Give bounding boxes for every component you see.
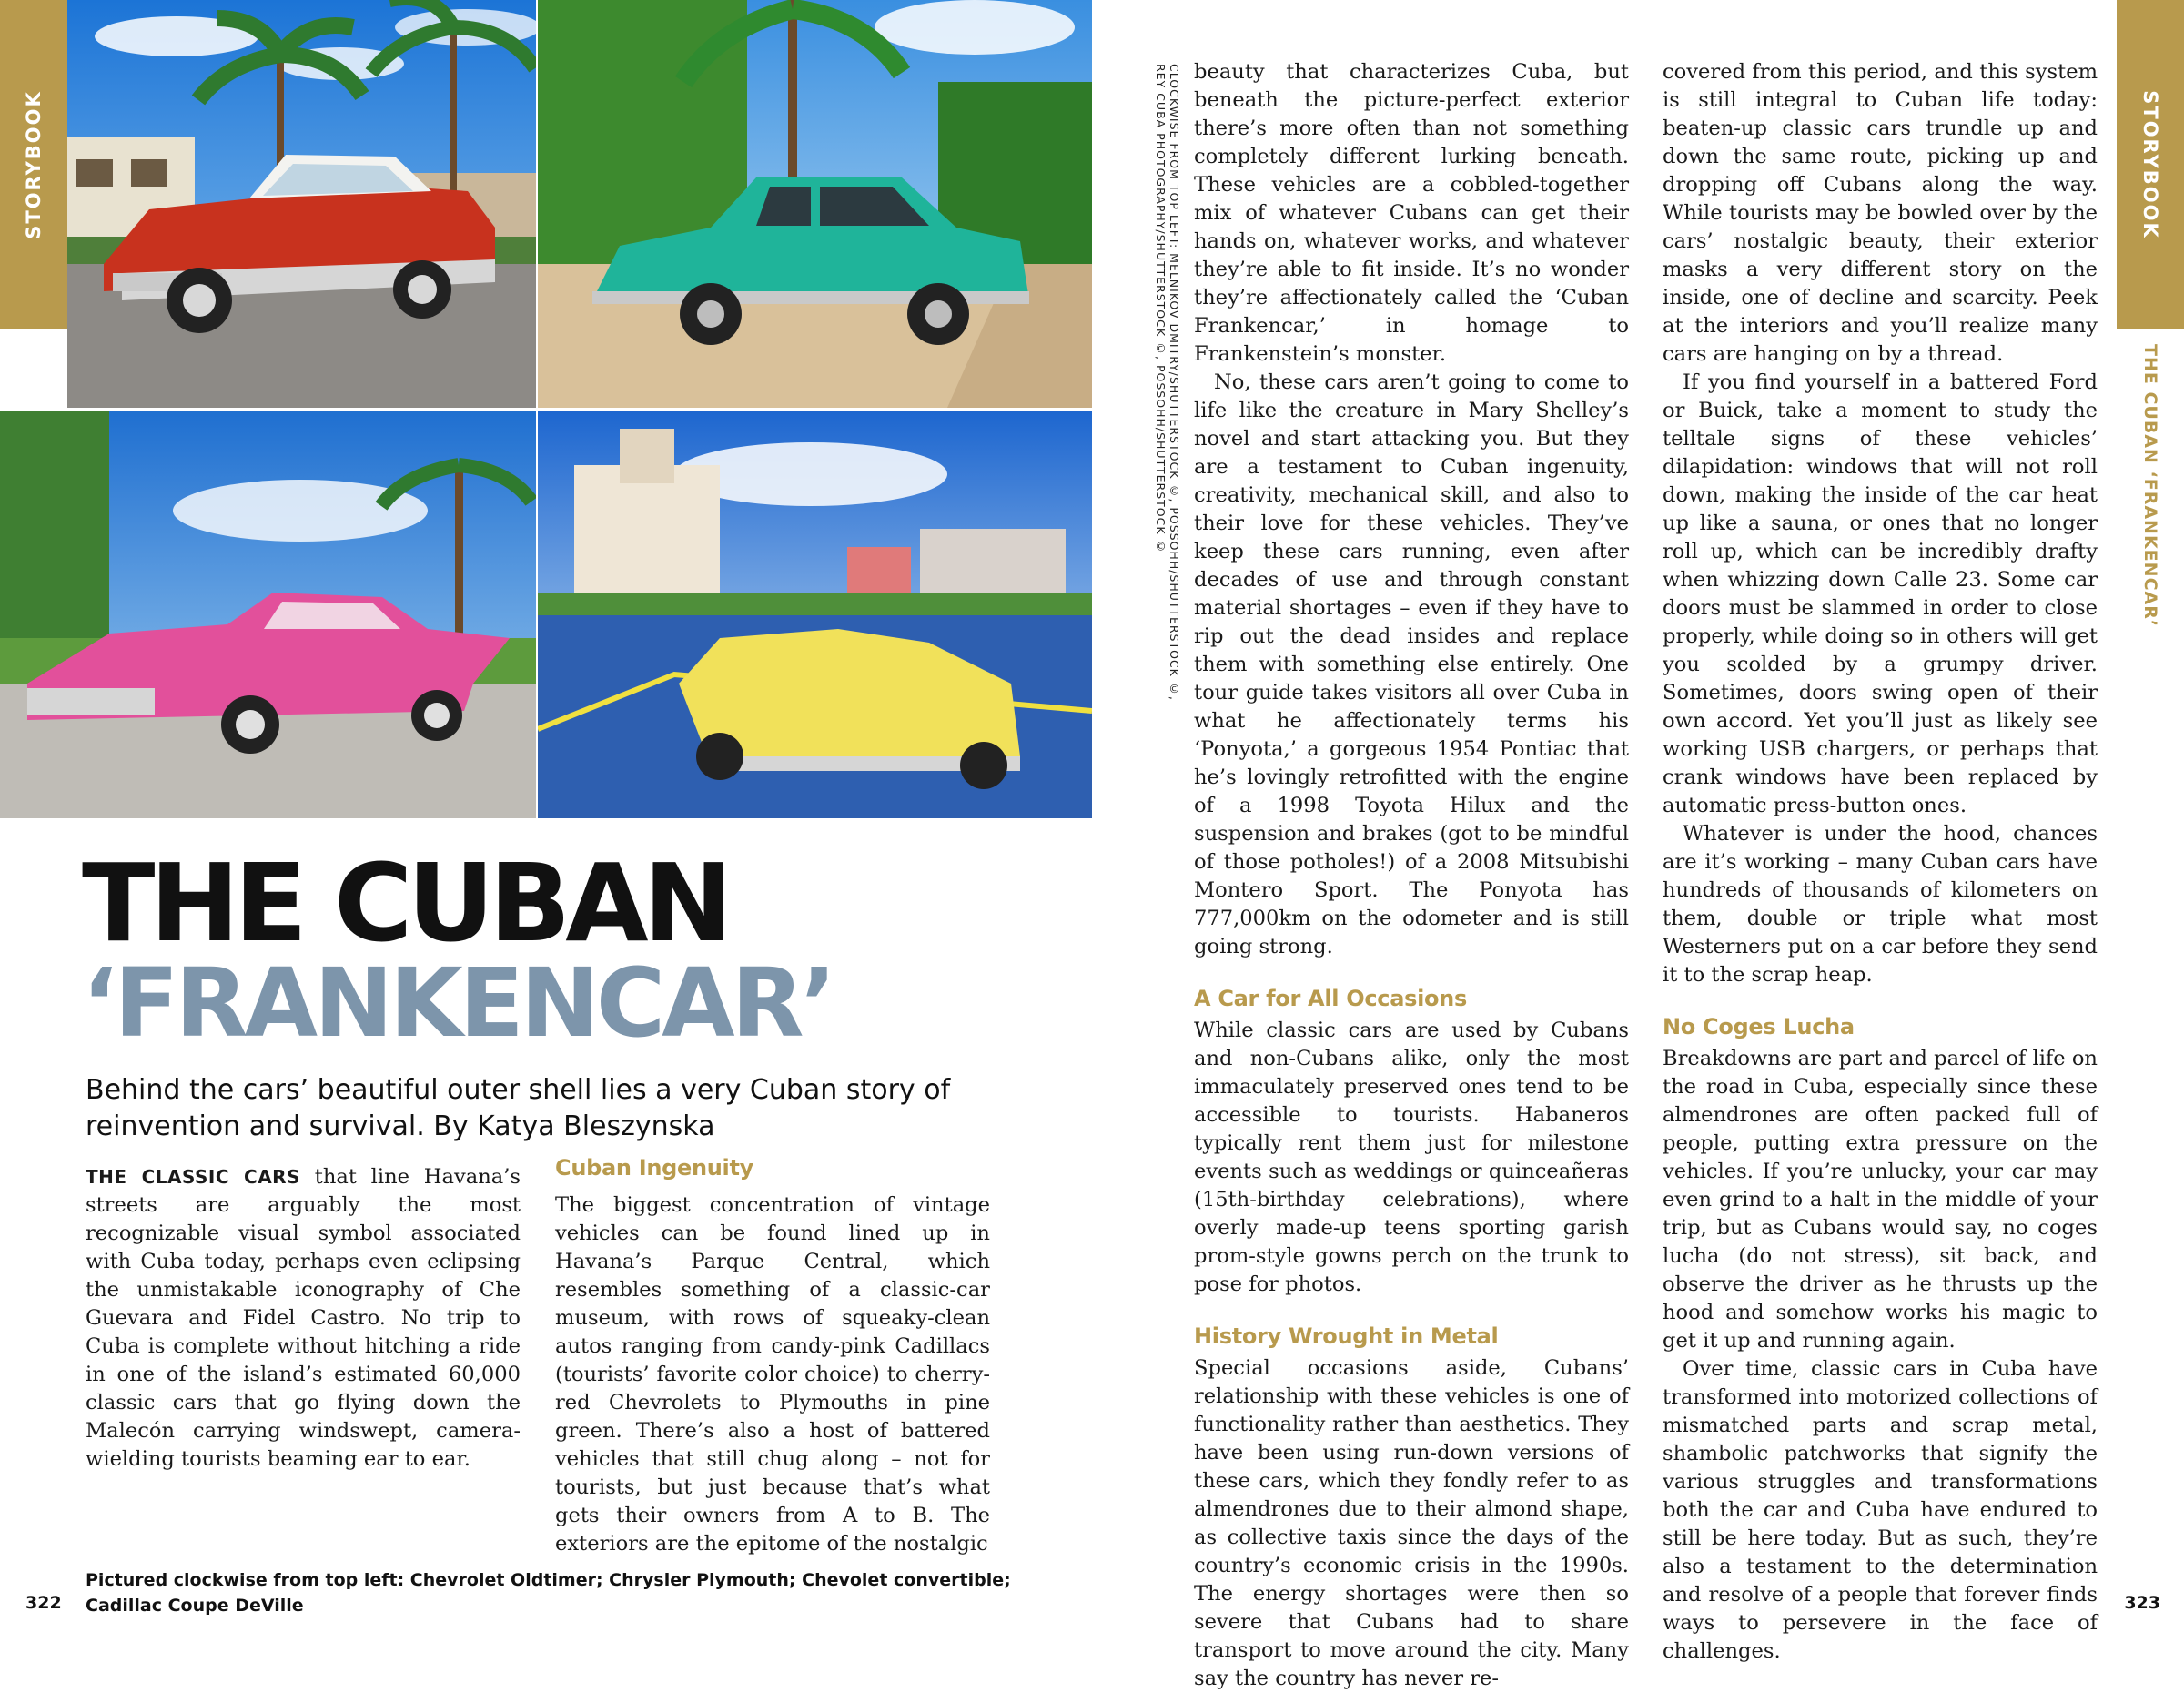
section-tab-right: [2117, 0, 2184, 329]
paragraph: No, these cars aren’t going to come to life like the creature in Mary Shelley’s novel and start attacking you. But they are a testament to Cuban ingenuity, creativity, mechanical skill, and also to their love for these vehicles. They’ve keep these cars running, even after decades of use and through constant material shortages – even if they have to rip out the dead insides and replace them with something else entirely. One tour guide takes visitors all over Cuba in what he affectionately terms his ‘Ponyota,’ a gorgeous 1954 Pontiac that he’s lovingly retrofitted with the engine of a 1998 Toyota Hilux and the suspension and brakes (got to be mindful of those potholes!) of a 2008 Mitsubishi Montero Sport. The Ponyota has 777,000km on the odometer and is still going strong.: [1194, 370, 1629, 958]
body-column-1: [86, 1163, 521, 1474]
subhead-car-for-all-occasions: A Car for All Occasions: [1194, 986, 1467, 1011]
paragraph: If you find yourself in a battered Ford or Buick, take a moment to study the telltale signs of these vehicles’ dilapidation: windows that will not roll down, making the inside of the car heat up like a sauna, or ones that no longer roll up, which can be incredibly drafty when whizzing down Calle 23. Some car doors must be slammed in order to close properly, while doing so in others will get you scolded by a grumpy driver. Sometimes, doors swing open of their own accord. Yet you’ll just as likely see working USB chargers, or perhaps that crank windows have been replaced by automatic press-button ones.: [1663, 370, 2098, 817]
photo-chevolet-convertible: [538, 411, 1092, 818]
photo-credit-text: CLOCKWISE FROM TOP LEFT: MELNIKOV DMITRY/SHUTTERSTOCK ©, POSSOHH/SHUTTERSTOCK ©, REY CUBA PHOTOGRAPHY/SHUTTERSTOCK ©, POSSOHH/SHUTTERSTOCK ©: [1154, 64, 1181, 701]
page-number-right: 323: [2124, 1593, 2160, 1613]
running-title-text: THE CUBAN ‘FRANKENCAR’: [2140, 344, 2160, 628]
paragraph: beauty that characterizes Cuba, but beneath the picture-perfect exterior there’s more often than not something completely different lurking beneath. These vehicles are a cobbled-together mix of whatever Cubans can get their hands on, whatever works, and whatever they’re able to fit inside. It’s no wonder they’re affectionately called the ‘Cuban Frankencar,’ in homage to Frankenstein’s monster.: [1194, 60, 1629, 366]
photo-cadillac-coupe-deville: [0, 411, 536, 818]
body-column-2: [555, 1154, 990, 1558]
page-number-left: 322: [25, 1593, 62, 1613]
paragraph-text: that line Havana’s streets are arguably the most recognizable visual symbol associated with Cuba today, perhaps even eclipsing the unmistakable iconography of Che Guevara and Fidel Castro. No trip to Cuba is complete without hitching a ride in one of the island’s estimated 60,000 classic cars that go flying down the Malecón carrying windswept, camera-wielding tourists beaming ear to ear.: [86, 1165, 521, 1471]
photo-chrysler-plymouth: [538, 0, 1092, 408]
section-tab-left: [0, 0, 67, 329]
photo-chevrolet-oldtimer: [67, 0, 536, 408]
subhead-history-wrought-in-metal: History Wrought in Metal: [1194, 1323, 1499, 1349]
headline-line-1: THE CUBAN: [82, 840, 728, 966]
standfirst: Behind the cars’ beautiful outer shell lies a very Cuban story of reinvention and survival. By Katya Bleszynska: [86, 1074, 951, 1142]
paragraph: Over time, classic cars in Cuba have transformed into motorized collections of mismatched parts and scrap metal, shambolic patchworks that signify the various struggles and transformations both the car and Cuba have endured to still be here today. But as such, they’re also a testament to the determination and resolve of a people that forever finds ways to persevere in the face of challenges.: [1663, 1357, 2098, 1663]
paragraph: covered from this period, and this system is still integral to Cuban life today: beaten-up classic cars trundle up and down the same route, picking up and dropping off Cubans along the way. While tourists may be bowled over by the cars’ nostalgic beauty, their exterior masks a very different story on the inside, one of decline and scarcity. Peek at the interiors and you’ll realize many cars are hanging on by a thread.: [1663, 60, 2098, 366]
paragraph: Breakdowns are part and parcel of life on the road in Cuba, especially since these almendrones are often packed full of people, putting extra pressure on the vehicles. If you’re unlucky, your car may even grind to a halt in the middle of your trip, but as Cubans would say, no coges lucha (do not stress), sit back, and observe the driver as he thrusts up the hood and somehow works his magic to get it up and running again.: [1663, 1047, 2098, 1353]
paragraph: Special occasions aside, Cubans’ relationship with these vehicles is one of functionality rather than aesthetics. They have been using run-down versions of these cars, which they fondly refer to as almendrones due to their almond shape, as collective taxis since the days of the country’s economic crisis in the 1990s. The energy shortages were then so severe that Cubans had to share transport to move around the city. Many say the country has never re-: [1194, 1356, 1629, 1690]
body-column-4: [1663, 58, 2098, 1666]
paragraph: [86, 1163, 521, 1474]
subhead-cuban-ingenuity: Cuban Ingenuity: [555, 1155, 754, 1181]
section-tab-label: STORYBOOK: [23, 90, 46, 239]
paragraph: The biggest concentration of vintage vehicles can be found lined up in Havana’s Parque Central, which resembles something of a classic-car museum, with rows of squeaky-clean autos ranging from candy-pink Cadillacs (tourists’ favorite color choice) to cherry-red Chevrolets to Plymouths in pine green. There’s also a host of battered vehicles that still chug along – not for tourists, but just because that’s what gets their owners from A to B. The exteriors are the epitome of the nostalgic: [555, 1193, 990, 1556]
headline-line-2: ‘FRANKENCAR’: [82, 948, 834, 1059]
photo-caption: Pictured clockwise from top left: Chevrolet Oldtimer; Chrysler Plymouth; Chevolet convertible; Cadillac Coupe DeVille: [86, 1570, 1011, 1616]
body-column-3: [1194, 58, 1629, 1693]
paragraph: While classic cars are used by Cubans and non-Cubans alike, only the most immaculately preserved ones tend to be accessible to tourists. Habaneros typically rent them just for milestone events such as weddings or quinceañeras (15th-birthday celebrations), where overly made-up teens sporting garish prom-style gowns perch on the trunk to pose for photos.: [1194, 1019, 1629, 1296]
section-tab-label: STORYBOOK: [2139, 90, 2162, 239]
lead-in: THE CLASSIC CARS: [86, 1166, 300, 1188]
running-title: [2117, 344, 2184, 628]
subhead-no-coges-lucha: No Coges Lucha: [1663, 1014, 1855, 1039]
paragraph: Whatever is under the hood, chances are it’s working – many Cuban cars have hundreds of thousands of kilometers on them, double or triple what most Westerners put on a car before they send it to the scrap heap.: [1663, 822, 2098, 987]
